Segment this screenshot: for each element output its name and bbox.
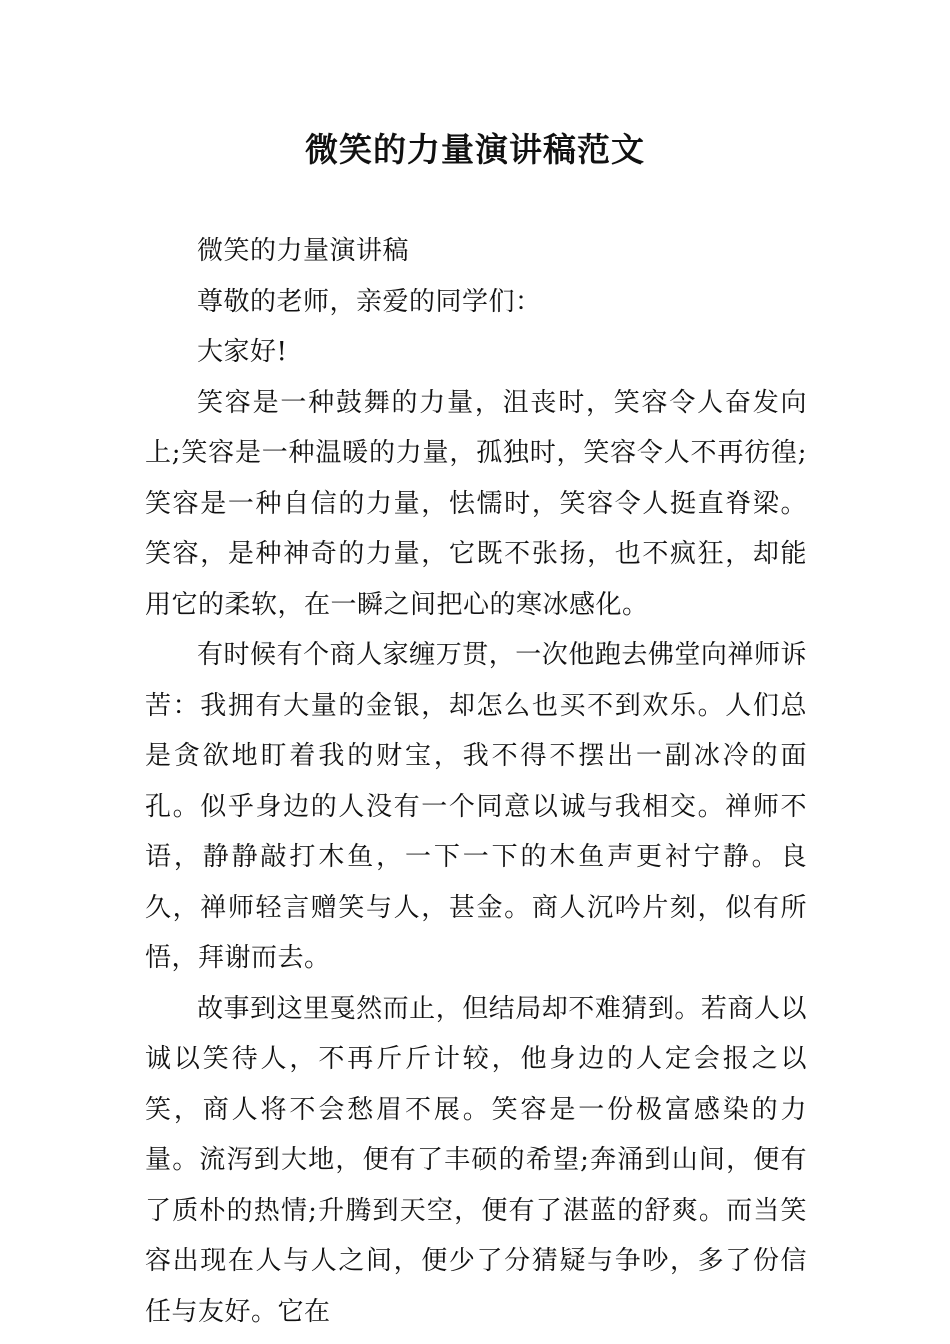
paragraph-subtitle: 微笑的力量演讲稿 <box>197 236 410 266</box>
paragraph-salutation: 尊敬的老师，亲爱的同学们： <box>197 286 542 317</box>
document-body <box>145 226 807 1337</box>
paragraph-story-ending: 故事到这里戛然而止，但结局却不难猜到。若商人以诚以笑待人，不再斤斤计较，他身边的人定会报之以笑，商人将不会愁眉不展。笑容是一份极富感染的力量。流泻到大地，便有了丰硕的希望;奔涌到山间，便有了质朴的热情;升腾到天空，便有了湛蓝的舒爽。而当笑容出现在人与人之间，便少了分猜疑与争吵，多了份信任与友好。它在 <box>145 993 807 1327</box>
paragraph-smile-power: 笑容是一种鼓舞的力量，沮丧时，笑容令人奋发向上;笑容是一种温暖的力量，孤独时，笑容令人不再彷徨;笑容是一种自信的力量，怯懦时，笑容令人挺直脊梁。笑容，是种神奇的力量，它既不张扬，也不疯狂，却能用它的柔软，在一瞬之间把心的寒冰感化。 <box>145 387 807 620</box>
document-title: 微笑的力量演讲稿范文 <box>305 130 645 169</box>
paragraph-merchant-story: 有时候有个商人家缠万贯，一次他跑去佛堂向禅师诉苦：我拥有大量的金银，却怎么也买不到欢乐。人们总是贪欲地盯着我的财宝，我不得不摆出一副冰冷的面孔。似乎身边的人没有一个同意以诚与我相交。禅师不语，静静敲打木鱼，一下一下的木鱼声更衬宁静。良久，禅师轻言赠笑与人，甚金。商人沉吟片刻，似有所悟，拜谢而去。 <box>145 640 807 973</box>
paragraph-greeting: 大家好! <box>197 337 288 367</box>
